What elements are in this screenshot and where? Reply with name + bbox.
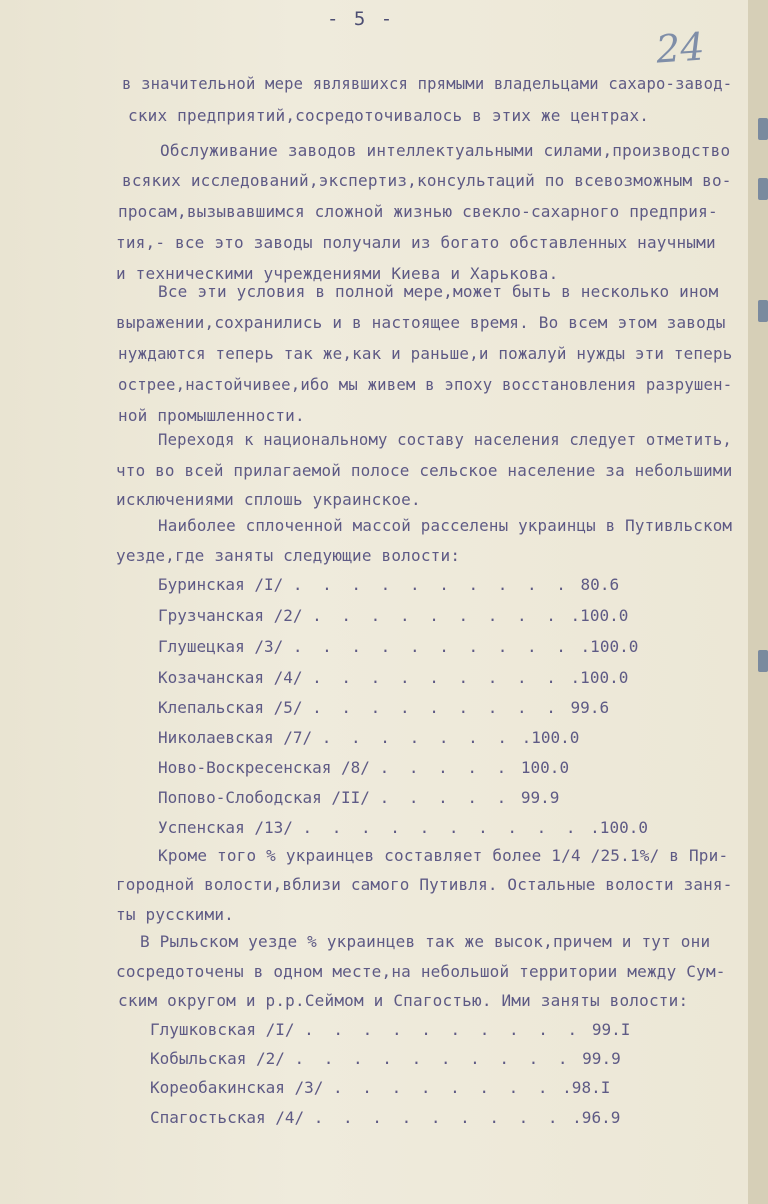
percent-value: 80.6 [580, 575, 620, 594]
leader-dots: . . . . . . . . . [312, 668, 561, 687]
volost-entry [158, 668, 628, 687]
volost-entry [150, 1020, 630, 1039]
leader-dots: . . . . . [379, 788, 512, 807]
volost-name: Спагостьская /4/ [150, 1108, 305, 1127]
text-line: уезде,где заняты следующие волости: [116, 546, 461, 565]
binder-tab [758, 118, 768, 140]
volost-entry [158, 788, 559, 807]
text-line: тия,- все это заводы получали из богато обставленных научными [116, 233, 716, 252]
volost-entry [150, 1078, 610, 1097]
text-line: Все эти условия в полной мере,может быть в несколько ином [158, 282, 719, 301]
text-line: что во всей прилагаемой полосе сельское население за небольшими [116, 461, 733, 480]
text-line: и техническими учреждениями Киева и Харькова. [116, 264, 559, 283]
percent-value: .100.0 [590, 818, 648, 837]
percent-value: 99.9 [520, 788, 560, 807]
leader-dots: . . . . . . . [321, 728, 512, 747]
volost-name: Ново-Воскресенская /8/ [158, 758, 370, 777]
volost-entry [158, 575, 619, 594]
percent-value: .100.0 [570, 606, 629, 625]
volost-name: Николаевская /7/ [158, 728, 313, 747]
text-line: Наиболее сплоченной массой расселены украинцы в Путивльском [158, 516, 733, 535]
text-line: ты русскими. [116, 905, 234, 924]
leader-dots: . . . . . . . . [333, 1078, 553, 1097]
volost-name: Попово-Слободская /II/ [158, 788, 370, 807]
leader-dots: . . . . . . . . . [313, 1108, 563, 1127]
volost-name: Клепальская /5/ [158, 698, 303, 717]
text-line: нуждаются теперь так же,как и раньше,и пожалуй нужды эти теперь [118, 344, 733, 363]
leader-dots: . . . . . . . . . . [292, 575, 571, 594]
volost-entry [150, 1108, 620, 1127]
text-line: просам,вызывавшимся сложной жизнью свекло-сахарного предприя- [118, 202, 718, 221]
text-line: всяких исследований,экспертиз,консультаций по всевозможным во- [122, 171, 732, 190]
text-line: сосредоточены в одном месте,на небольшой территории между Сум- [116, 962, 726, 981]
volost-entry [158, 698, 609, 717]
binder-tab [758, 650, 768, 672]
percent-value: .100.0 [580, 637, 639, 656]
text-line: ских предприятий,сосредоточивалось в этих же центрах. [128, 106, 650, 125]
folio-number: 24 [654, 24, 706, 72]
percent-value: 99.6 [570, 698, 610, 717]
volost-name: Грузчанская /2/ [158, 606, 303, 625]
text-line: В Рыльском уезде % украинцев так же высок,причем и тут они [140, 932, 711, 951]
volost-name: Кореобакинская /3/ [150, 1078, 324, 1097]
text-line: Обслуживание заводов интеллектуальными силами,производство [160, 141, 731, 160]
volost-name: Буринская /I/ [158, 575, 284, 594]
leader-dots: . . . . . . . . . . [294, 1049, 573, 1068]
volost-name: Кобыльская /2/ [150, 1049, 285, 1068]
leader-dots: . . . . . . . . . . [292, 637, 571, 656]
text-line: исключениями сплошь украинское. [116, 490, 421, 509]
volost-entry [150, 1049, 621, 1068]
percent-value: .96.9 [572, 1108, 621, 1127]
text-line: Переходя к национальному составу населения следует отметить, [158, 430, 732, 449]
percent-value: 100.0 [520, 758, 570, 777]
leader-dots: . . . . . . . . . [312, 698, 561, 717]
volost-entry [158, 728, 579, 747]
text-line: ной промышленности. [118, 406, 305, 425]
volost-entry [158, 818, 648, 837]
binder-tab [758, 300, 768, 322]
text-line: городной волости,вблизи самого Путивля. Остальные волости заня- [116, 875, 733, 894]
volost-name: Успенская /13/ [158, 818, 293, 837]
leader-dots: . . . . . [379, 758, 512, 777]
page-number: - 5 - [327, 8, 395, 30]
percent-value: 99.I [591, 1020, 631, 1039]
text-line: ским округом и р.р.Сеймом и Спагостью. Ими заняты волости: [118, 991, 689, 1010]
volost-name: Козачанская /4/ [158, 668, 303, 687]
text-line: в значительной мере являвшихся прямыми владельцами сахаро-завод- [122, 74, 733, 93]
binder-tab [758, 178, 768, 200]
text-line: выражении,сохранились и в настоящее время. Во всем этом заводы [116, 313, 726, 332]
volost-name: Глушковская /I/ [150, 1020, 295, 1039]
percent-value: .100.0 [521, 728, 580, 747]
leader-dots: . . . . . . . . . . [302, 818, 581, 837]
percent-value: .100.0 [570, 668, 629, 687]
text-line: Кроме того % украинцев составляет более 1/4 /25.1%/ в При- [158, 846, 729, 865]
volost-entry [158, 606, 628, 625]
leader-dots: . . . . . . . . . . [304, 1020, 583, 1039]
percent-value: 99.9 [582, 1049, 621, 1068]
volost-entry [158, 758, 569, 777]
leader-dots: . . . . . . . . . [312, 606, 561, 625]
percent-value: .98.I [562, 1078, 611, 1097]
text-line: острее,настойчивее,ибо мы живем в эпоху восстановления разрушен- [118, 375, 733, 394]
volost-entry [158, 637, 638, 656]
volost-name: Глушецкая /3/ [158, 637, 284, 656]
